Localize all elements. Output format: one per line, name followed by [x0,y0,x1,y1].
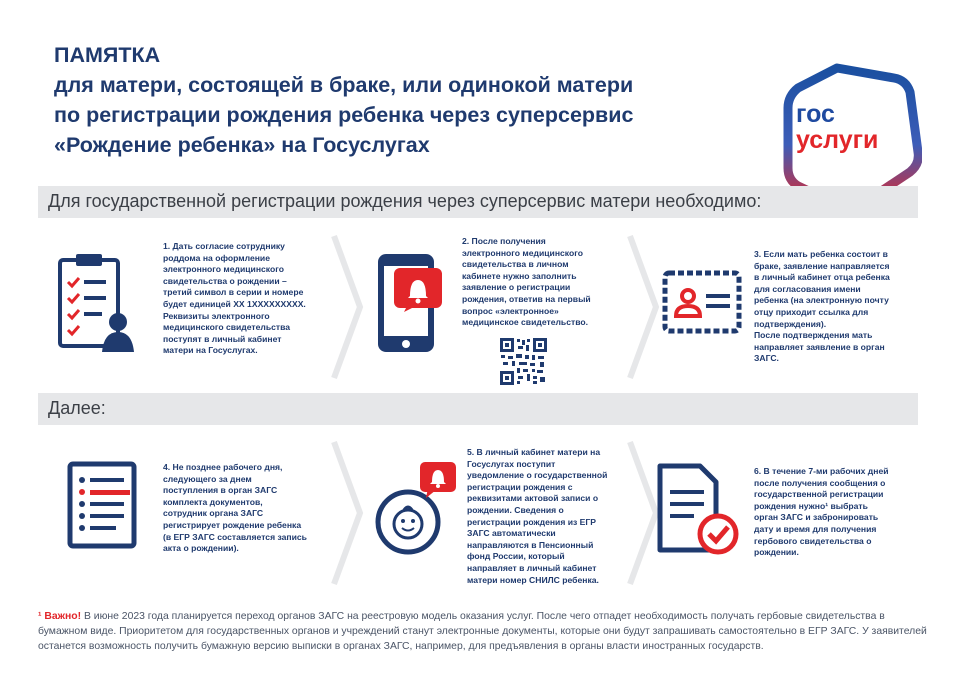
step-text-line: будет единицей ХХ 1ХХХХХХХХХ. [163,298,306,309]
step-4-text [163,462,333,555]
step-text-line: следующего за днем [163,473,252,484]
step-6-text [754,466,924,559]
step-text-line: после получения сообщения о [754,477,886,488]
title-line-4: «Рождение ребенка» на Госуслугах [54,133,430,157]
logo-text-uslugi: услуги [796,126,879,154]
section-header-next [38,393,918,425]
step-5-text [467,447,632,586]
step-text-line: поступления в орган ЗАГС [163,485,278,496]
step-text-line: уведомление о государственной [467,470,608,481]
id-card-icon [662,270,742,334]
step-text-line: вопрос «электронное» [462,305,559,316]
step-text-line: матери номер СНИЛС ребенка. [467,574,599,585]
step-text-line: отцу приходит ссылка для [754,306,869,317]
step-text-line: регистрации рождения с [467,481,573,492]
section-header-requirements-text: Для государственной регистрации рождения через суперсервис матери необходимо: [48,191,762,211]
step-text-line: направляет в личный кабинет [467,562,597,573]
section-header-requirements [38,186,918,218]
step-text-line: 6. В течение 7-ми рабочих дней [754,466,889,476]
step-text-line: для согласования имени [754,283,861,294]
step-text-line: подтверждения). [754,318,827,329]
step-text-line: Госуслугах поступит [467,458,556,469]
step-text-line: свидетельства в личном [462,259,569,270]
chevron-right-icon [330,438,366,588]
step-text-line: Реквизиты электронного [163,310,270,321]
step-text-line: свидетельства о рождении – [163,275,287,286]
step-text-line: акта о рождении). [163,543,239,554]
chevron-right-icon [330,232,366,382]
step-text-line: роддома на оформление [163,252,270,263]
smartphone-notification-icon [372,250,458,358]
step-text-line: регистрирует рождение ребенка [163,519,302,530]
step-text-line: рождении. Сведения о [467,504,564,515]
step-2-text [462,236,622,329]
step-text-line: кабинете нужно заполнить [462,270,577,281]
step-text-line: электронного медицинского [462,247,583,258]
step-1-text [163,241,333,357]
logo-text-gos: гос [796,100,835,128]
document-approved-icon [656,462,740,558]
step-text-line: (в ЕГР ЗАГС составляется запись [163,531,307,542]
step-text-line: рождении. [754,547,799,558]
step-text-line: медицинское свидетельство. [462,317,589,328]
step-text-line: дату и время для получения [754,523,877,534]
document-list-icon [66,460,138,550]
step-text-line: матери на Госуслугах. [163,345,258,356]
title-line-2: для матери, состоящей в браке, или одинокой матери [54,73,634,97]
qr-code[interactable] [500,338,547,385]
step-text-line: браке, заявление направляется [754,260,890,271]
step-text-line: ребенка (на электронную почту [754,295,889,306]
step-text-line: 4. Не позднее рабочего дня, [163,462,283,472]
step-text-line: реквизитами актовой записи о [467,493,599,504]
step-text-line: орган ЗАГС и забронировать [754,512,879,523]
title-line-3: по регистрации рождения ребенка через суперсервис [54,103,634,127]
step-text-line: рождения нужно¹ выбрать [754,500,868,511]
step-text-line: 2. После получения [462,236,546,246]
step-text-line: заявление о регистрации [462,282,571,293]
step-text-line: ЗАГС. [754,353,779,364]
step-text-line: электронного медицинского [163,264,284,275]
step-text-line: сотрудник органа ЗАГС [163,508,264,519]
step-text-line: ЗАГС автоматически [467,528,556,539]
section-header-next-text: Далее: [48,398,106,418]
step-text-line: гербового свидетельства о [754,535,872,546]
step-text-line: 3. Если мать ребенка состоит в [754,249,888,259]
title-line-1: ПАМЯТКА [54,43,161,67]
step-text-line: медицинского свидетельства [163,322,291,333]
footnote [38,610,928,654]
step-text-line: После подтверждения мать [754,330,873,341]
step-3-text [754,249,924,365]
step-text-line: государственной регистрации [754,489,884,500]
chevron-right-icon [626,232,662,382]
footnote-mark: ¹ Важно! [38,611,82,622]
step-text-line: рождения, ответив на первый [462,293,591,304]
baby-notification-icon [372,458,462,562]
step-text-line: комплекта документов, [163,496,263,507]
step-text-line: фонд России, который [467,551,565,562]
page-title [54,40,754,160]
step-text-line: в личный кабинет отца ребенка [754,272,890,283]
step-text-line: поступят в личный кабинет [163,333,282,344]
footnote-text: В июне 2023 года планируется переход органов ЗАГС на реестровую модель оказания услуг. После чего отпадет необходимость получать гербовые свидетельства в бумажном виде. Приоритетом для государственных органов и учреждений станут электронные документы, которые они будут запрашивать самостоятельно в ЕГР ЗАГС. У заявителей останется возможность получить бумажную версию выписки в органах ЗАГС, например, для предъявления в органы власти иностранных государств. [38,611,927,652]
step-text-line: регистрации рождения из ЕГР [467,516,597,527]
step-text-line: направляются в Пенсионный [467,539,594,550]
step-text-line: 1. Дать согласие сотруднику [163,241,285,251]
clipboard-checklist-icon [56,252,136,362]
step-text-line: направляет заявление в орган [754,341,885,352]
step-text-line: 5. В личный кабинет матери на [467,447,601,457]
step-text-line: третий символ в серии и номере [163,287,304,298]
